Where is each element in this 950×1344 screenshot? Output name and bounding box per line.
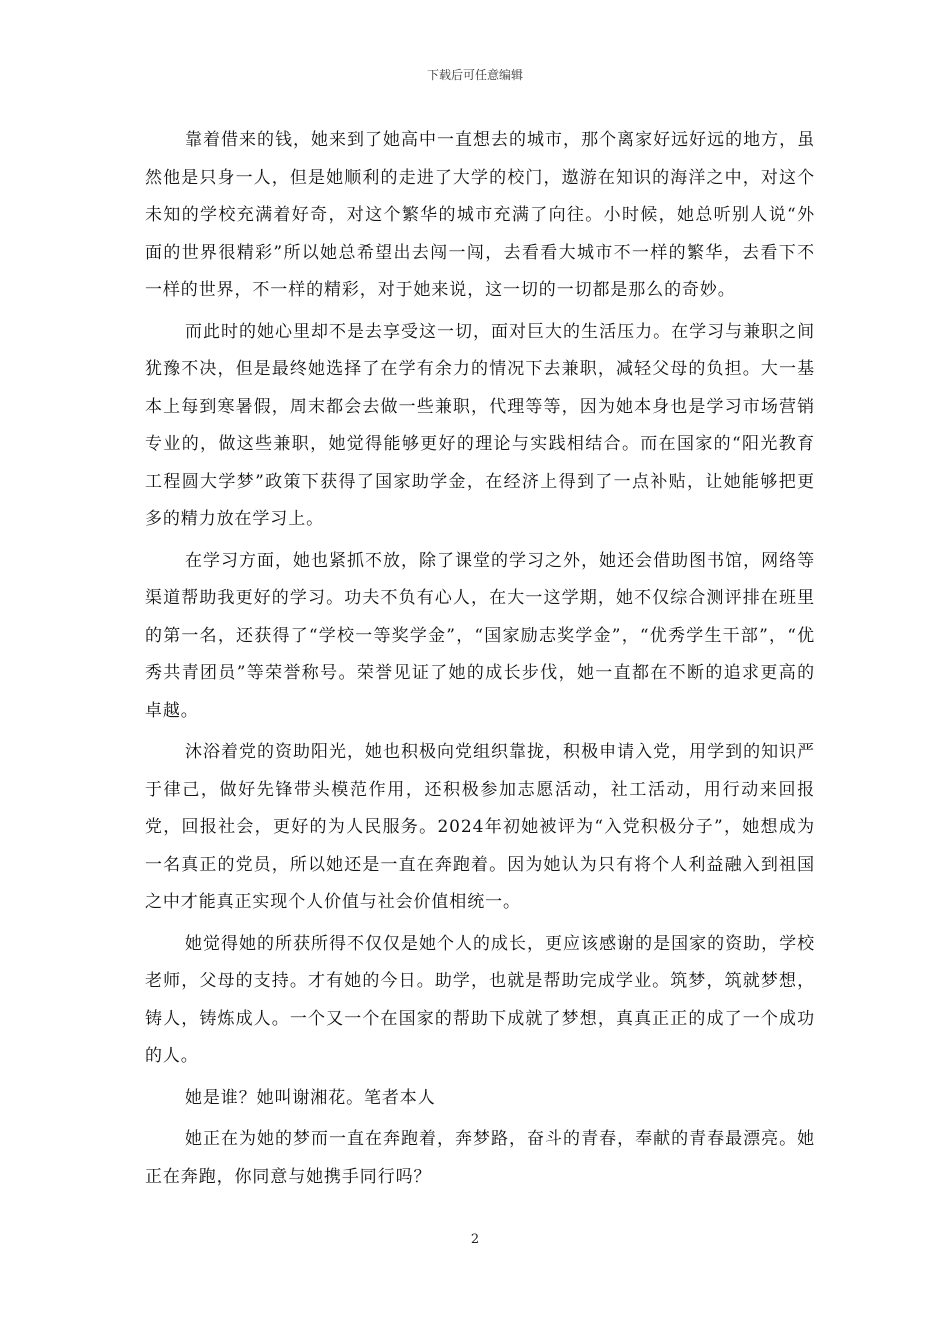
document-body [145,122,815,1200]
page-header: 下载后可任意编辑 [426,68,523,82]
paragraph: 而此时的她心里却不是去享受这一切，面对巨大的生活压力。在学习与兼职之间犹豫不决，但是最终她选择了在学有余力的情况下去兼职，减轻父母的负担。大一基本上每到寒暑假，周末都会去做一些兼职，代理等等，因为她本身也是学习市场营销专业的，做这些兼职，她觉得能够更好的理论与实践相结合。而在国家的“阳光教育工程圆大学梦”政策下获得了国家助学金，在经济上得到了一点补贴，让她能够把更多的精力放在学习上。 [145,321,815,529]
paragraph: 她觉得她的所获所得不仅仅是她个人的成长，更应该感谢的是国家的资助，学校老师，父母的支持。才有她的今日。助学，也就是帮助完成学业。筑梦，筑就梦想，铸人，铸炼成人。一个又一个在国家的帮助下成就了梦想，真真正正的成了一个成功的人。 [145,933,815,1066]
paragraph: 她是谁？她叫谢湘花。笔者本人 [185,1087,436,1108]
paragraph: 沐浴着党的资助阳光，她也积极向党组织靠拢，积极申请入党，用学到的知识严于律己，做好先锋带头模范作用，还积极参加志愿活动，社工活动，用行动来回报党，回报社会，更好的为人民服务。2024年初她被评为“入党积极分子”，她想成为一名真正的党员，所以她还是一直在奔跑着。因为她认为只有将个人利益融入到祖国之中才能真正实现个人价值与社会价值相统一。 [145,742,815,912]
paragraph: 在学习方面，她也紧抓不放，除了课堂的学习之外，她还会借助图书馆，网络等渠道帮助我更好的学习。功夫不负有心人，在大一这学期，她不仅综合测评排在班里的第一名，还获得了“学校一等奖学金”，“国家励志奖学金”，“优秀学生干部”，“优秀共青团员”等荣誉称号。荣誉见证了她的成长步伐，她一直都在不断的追求更高的卓越。 [145,550,815,721]
paragraph: 靠着借来的钱，她来到了她高中一直想去的城市，那个离家好远好远的地方，虽然他是只身一人，但是她顺利的走进了大学的校门，遨游在知识的海洋之中，对这个未知的学校充满着好奇，对这个繁华的城市充满了向往。小时候，她总听别人说“外面的世界很精彩”所以她总希望出去闯一闯，去看看大城市不一样的繁华，去看下不一样的世界，不一样的精彩，对于她来说，这一切的一切都是那么的奇妙。 [145,130,815,300]
paragraph: 她正在为她的梦而一直在奔跑着，奔梦路，奋斗的青春，奉献的青春最漂亮。她正在奔跑，你同意与她携手同行吗？ [145,1129,815,1187]
page-number: 2 [470,1232,480,1247]
